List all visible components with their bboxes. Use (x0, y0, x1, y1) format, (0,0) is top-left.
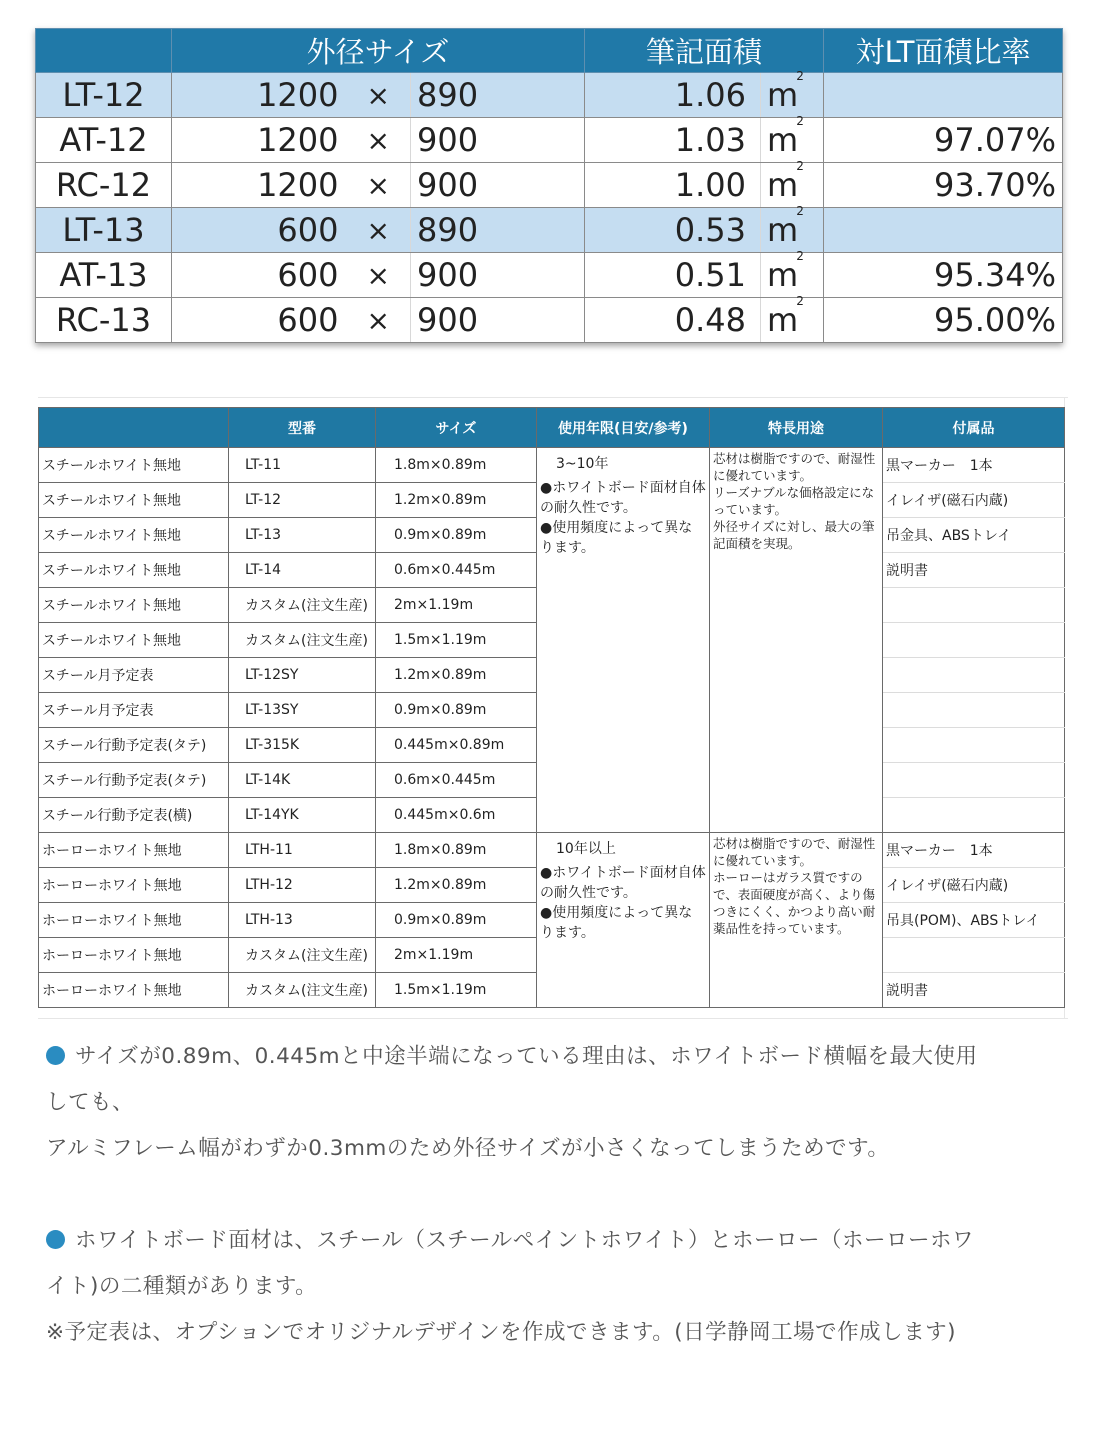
board-size-cell: 0.9m×0.89m (376, 903, 537, 938)
area-unit (761, 159, 824, 208)
area-unit (761, 294, 824, 343)
accessory-cell (883, 693, 1065, 728)
accessory-cell: イレイザ(磁石内蔵) (883, 868, 1065, 903)
area-cell: 0.53 (585, 208, 761, 253)
unit-sup: 2 (796, 114, 804, 129)
height-cell: 890 (411, 73, 585, 118)
ratio-cell: 93.70% (824, 163, 1063, 208)
note1-line3: アルミフレーム幅がわずか0.3mmのため外径サイズが小さくなってしまうためです。 (46, 1136, 890, 1161)
accessory-cell (883, 623, 1065, 658)
board-size-cell: 0.9m×0.89m (376, 518, 537, 553)
lifespan-years: 10年以上 (556, 841, 616, 857)
board-type-cell: ホーローホワイト無地 (39, 833, 229, 868)
ratio-cell: 95.34% (824, 253, 1063, 298)
board-size-cell: 1.8m×0.89m (376, 448, 537, 483)
accessory-cell: 説明書 (883, 973, 1065, 1008)
accessory-cell (883, 658, 1065, 693)
feature-line: 芯材は樹脂ですので、耐湿性に優れています。 (713, 451, 876, 483)
accessory-cell: 黒マーカー 1本 (883, 448, 1065, 483)
board-type-cell: ホーローホワイト無地 (39, 938, 229, 973)
model-cell: RC-12 (36, 163, 172, 208)
accessory-cell: イレイザ(磁石内蔵) (883, 483, 1065, 518)
model-number-cell: LT-12SY (229, 658, 376, 693)
area-unit (761, 114, 824, 163)
ratio-cell: 97.07% (824, 118, 1063, 163)
unit-m: m (767, 301, 799, 339)
accessory-cell (883, 588, 1065, 623)
unit-sup: 2 (796, 204, 804, 219)
model-number-cell: LT-14YK (229, 798, 376, 833)
product-spec-table-wrapper (38, 407, 1064, 1008)
board-size-cell: 2m×1.19m (376, 938, 537, 973)
height-cell: 900 (411, 163, 585, 208)
unit-m: m (767, 76, 799, 114)
unit-m: m (767, 256, 799, 294)
board-size-cell: 1.2m×0.89m (376, 658, 537, 693)
board-type-cell: スチール行動予定表(タテ) (39, 728, 229, 763)
feature-line: 外径サイズに対し、最大の筆記面積を実現。 (713, 519, 875, 551)
lifespan-cell (537, 448, 710, 833)
area-unit (761, 69, 824, 118)
model-cell: RC-13 (36, 298, 172, 343)
size-row (36, 253, 1063, 298)
model-number-cell: LT-12 (229, 483, 376, 518)
bullet-dot-icon (46, 1046, 65, 1065)
ratio-cell (824, 208, 1063, 253)
accessory-cell (883, 728, 1065, 763)
accessory-cell: 吊具(POM)、ABSトレイ (883, 903, 1065, 938)
board-size-cell: 1.8m×0.89m (376, 833, 537, 868)
model-number-cell: LT-14 (229, 553, 376, 588)
board-size-cell: 0.445m×0.89m (376, 728, 537, 763)
area-unit (761, 249, 824, 298)
times-sign: × (347, 73, 411, 118)
height-cell: 890 (411, 208, 585, 253)
height-cell: 900 (411, 298, 585, 343)
note-surface-types (46, 1218, 1056, 1356)
board-type-cell: スチールホワイト無地 (39, 623, 229, 658)
times-sign: × (347, 118, 411, 163)
spec-header-type (39, 408, 229, 448)
accessory-cell: 説明書 (883, 553, 1065, 588)
accessory-cell: 黒マーカー 1本 (883, 833, 1065, 868)
features-cell (710, 833, 883, 1008)
board-size-cell: 1.5m×1.19m (376, 623, 537, 658)
header-blank (36, 29, 172, 73)
model-number-cell: LTH-13 (229, 903, 376, 938)
size-row (36, 163, 1063, 208)
size-row (36, 208, 1063, 253)
size-row (36, 118, 1063, 163)
header-outer-size: 外径サイズ (172, 29, 585, 73)
model-cell: AT-12 (36, 118, 172, 163)
board-size-cell: 1.2m×0.89m (376, 868, 537, 903)
board-type-cell: ホーローホワイト無地 (39, 903, 229, 938)
lifespan-years: 3~10年 (556, 456, 609, 472)
model-cell: LT-12 (36, 73, 172, 118)
board-size-cell: 0.6m×0.445m (376, 763, 537, 798)
spec-table-header (39, 408, 1065, 448)
width-cell: 1200 (172, 163, 347, 208)
bullet-dot-icon (46, 1230, 65, 1249)
area-cell: 1.00 (585, 163, 761, 208)
header-area-ratio: 対LT面積比率 (824, 29, 1063, 73)
spec-header-model: 型番 (229, 408, 376, 448)
board-size-cell: 2m×1.19m (376, 588, 537, 623)
model-cell: AT-13 (36, 253, 172, 298)
unit-m: m (767, 166, 799, 204)
width-cell: 1200 (172, 73, 347, 118)
spec-header-accessories: 付属品 (883, 408, 1065, 448)
lifespan-note: ●ホワイトボード面材自体の耐久性です。 (540, 865, 706, 901)
area-cell: 1.06 (585, 73, 761, 118)
times-sign: × (347, 253, 411, 298)
size-row (36, 298, 1063, 343)
times-sign: × (347, 298, 411, 343)
feature-line: 芯材は樹脂ですので、耐湿性に優れています。 (713, 836, 876, 868)
accessory-cell: 吊金具、ABSトレイ (883, 518, 1065, 553)
model-number-cell: LTH-12 (229, 868, 376, 903)
board-type-cell: スチールホワイト無地 (39, 483, 229, 518)
lifespan-note: ●使用頻度によって異なります。 (540, 905, 693, 941)
size-row (36, 73, 1063, 118)
unit-m: m (767, 121, 799, 159)
unit-m: m (767, 211, 799, 249)
area-unit (761, 204, 824, 253)
board-type-cell: スチール行動予定表(横) (39, 798, 229, 833)
model-number-cell: LT-13SY (229, 693, 376, 728)
model-cell: LT-13 (36, 208, 172, 253)
accessory-cell (883, 763, 1065, 798)
board-type-cell: スチールホワイト無地 (39, 518, 229, 553)
size-table-header (36, 29, 1063, 73)
feature-line: リーズナブルな価格設定になっています。 (713, 485, 875, 517)
spec-header-features: 特長用途 (710, 408, 883, 448)
times-sign: × (347, 163, 411, 208)
features-cell (710, 448, 883, 833)
board-type-cell: ホーローホワイト無地 (39, 868, 229, 903)
board-size-cell: 0.6m×0.445m (376, 553, 537, 588)
lifespan-note: ●使用頻度によって異なります。 (540, 520, 693, 556)
spec-header-lifespan: 使用年限(目安/参考) (537, 408, 710, 448)
lifespan-cell (537, 833, 710, 1008)
size-comparison-table (35, 28, 1063, 343)
board-type-cell: スチールホワイト無地 (39, 553, 229, 588)
times-sign: × (347, 208, 411, 253)
board-type-cell: スチール月予定表 (39, 693, 229, 728)
note1-line1: サイズが0.89m、0.445mと中途半端になっている理由は、ホワイトボード横幅を最大使用 (75, 1044, 978, 1069)
board-size-cell: 0.9m×0.89m (376, 693, 537, 728)
model-number-cell: カスタム(注文生産) (229, 588, 376, 623)
width-cell: 600 (172, 298, 347, 343)
spec-row (39, 448, 1065, 483)
model-number-cell: LT-315K (229, 728, 376, 763)
note-size-reason (46, 1034, 1056, 1172)
board-type-cell: スチールホワイト無地 (39, 588, 229, 623)
spec-header-size: サイズ (376, 408, 537, 448)
area-cell: 1.03 (585, 118, 761, 163)
model-number-cell: カスタム(注文生産) (229, 623, 376, 658)
accessory-cell (883, 798, 1065, 833)
board-type-cell: スチールホワイト無地 (39, 448, 229, 483)
unit-sup: 2 (796, 249, 804, 264)
board-size-cell: 0.445m×0.6m (376, 798, 537, 833)
note2-line3: ※予定表は、オプションでオリジナルデザインを作成できます。(日学静岡工場で作成します) (46, 1320, 957, 1345)
height-cell: 900 (411, 253, 585, 298)
header-writing-area: 筆記面積 (585, 29, 824, 73)
area-cell: 0.51 (585, 253, 761, 298)
ratio-cell (824, 73, 1063, 118)
model-number-cell: カスタム(注文生産) (229, 973, 376, 1008)
board-size-cell: 1.5m×1.19m (376, 973, 537, 1008)
note1-line2: しても、 (46, 1090, 135, 1115)
spec-row (39, 833, 1065, 868)
board-type-cell: スチール月予定表 (39, 658, 229, 693)
product-spec-table (38, 407, 1065, 1008)
sheet-gridline (38, 397, 1068, 398)
model-number-cell: LTH-11 (229, 833, 376, 868)
note2-line2: イト)の二種類があります。 (46, 1274, 318, 1299)
width-cell: 600 (172, 253, 347, 298)
model-number-cell: LT-13 (229, 518, 376, 553)
sheet-gridline (38, 1018, 1068, 1019)
model-number-cell: LT-14K (229, 763, 376, 798)
unit-sup: 2 (796, 294, 804, 309)
ratio-cell: 95.00% (824, 298, 1063, 343)
model-number-cell: LT-11 (229, 448, 376, 483)
unit-sup: 2 (796, 159, 804, 174)
area-cell: 0.48 (585, 298, 761, 343)
width-cell: 1200 (172, 118, 347, 163)
model-number-cell: カスタム(注文生産) (229, 938, 376, 973)
height-cell: 900 (411, 118, 585, 163)
note2-line1: ホワイトボード面材は、スチール（スチールペイントホワイト）とホーロー（ホーローホワ (75, 1228, 974, 1253)
width-cell: 600 (172, 208, 347, 253)
board-type-cell: ホーローホワイト無地 (39, 973, 229, 1008)
lifespan-note: ●ホワイトボード面材自体の耐久性です。 (540, 480, 706, 516)
unit-sup: 2 (796, 69, 804, 84)
feature-line: ホーローはガラス質ですので、表面硬度が高く、より傷つきにくく、かつより高い耐薬品性を持っています。 (713, 870, 876, 936)
accessory-cell (883, 938, 1065, 973)
board-size-cell: 1.2m×0.89m (376, 483, 537, 518)
board-type-cell: スチール行動予定表(タテ) (39, 763, 229, 798)
